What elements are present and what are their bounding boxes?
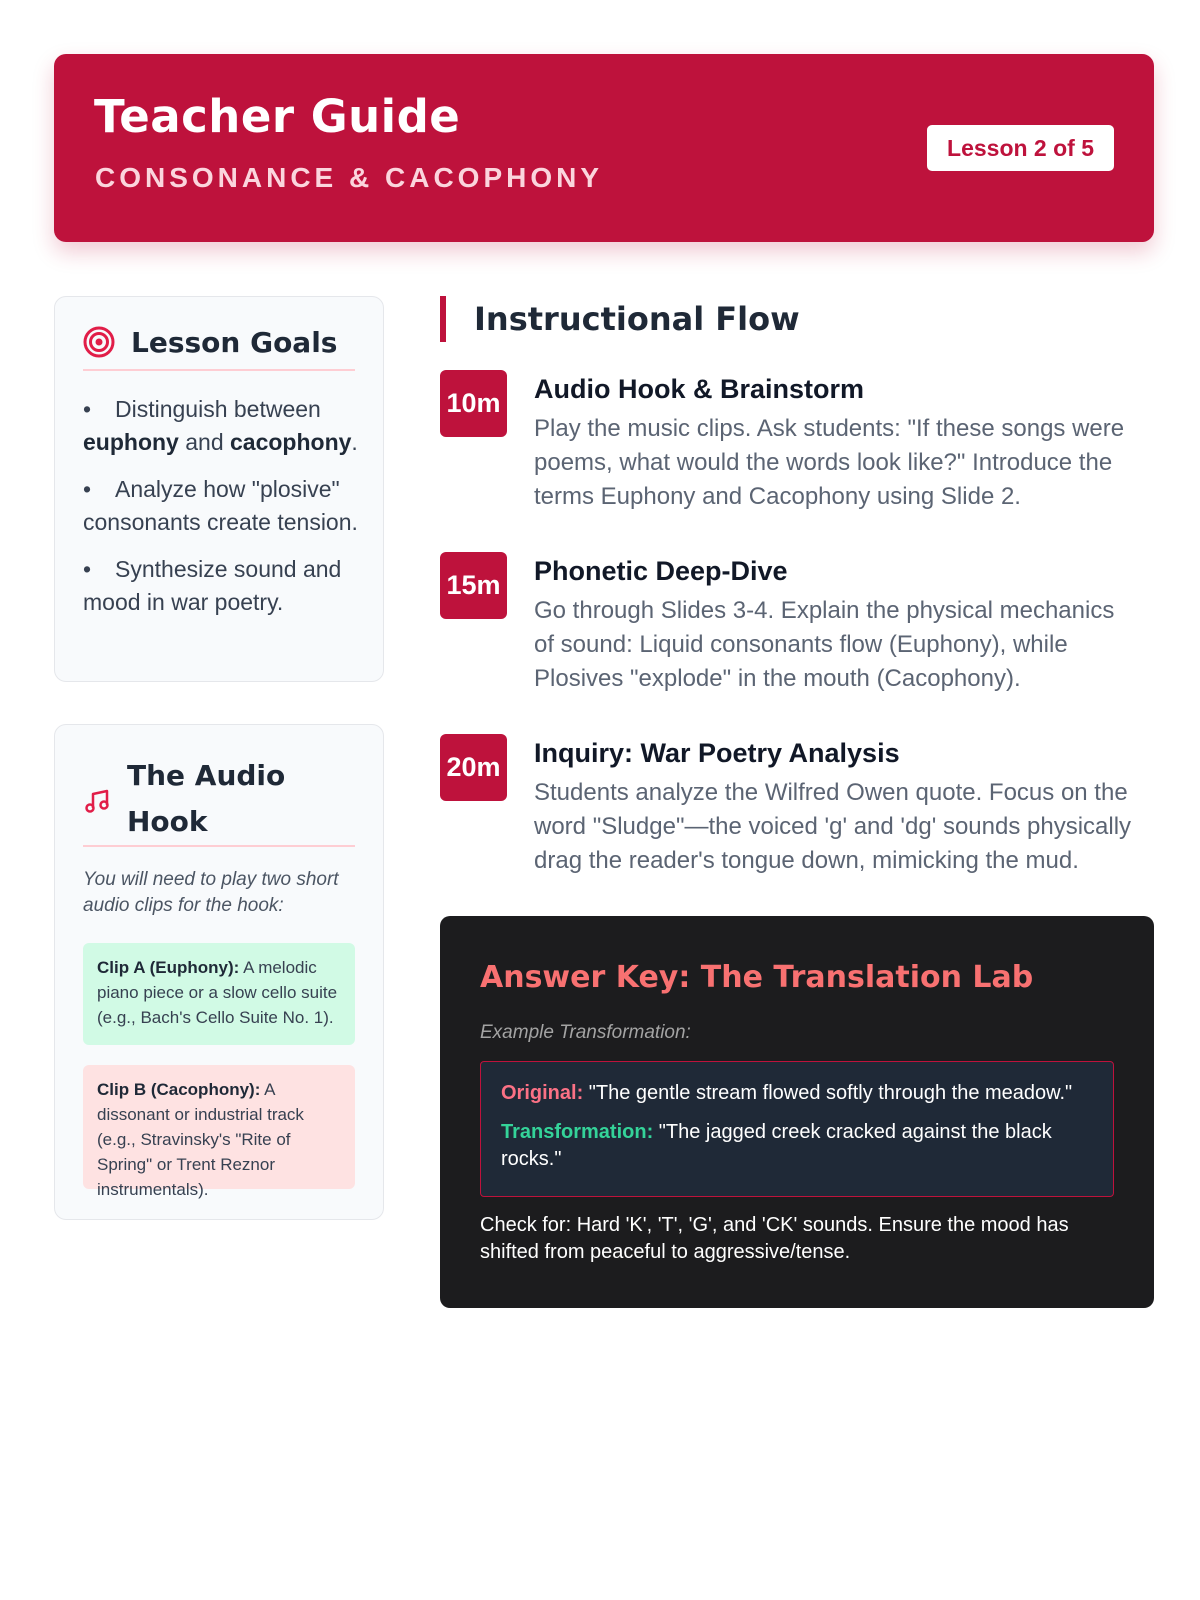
audio-hook-header	[83, 753, 355, 847]
example-label: Example Transformation:	[480, 1022, 691, 1043]
original-line	[501, 1080, 1093, 1107]
lesson-goals-header	[83, 327, 355, 371]
lesson-badge: Lesson 2 of 5	[927, 125, 1114, 171]
step-description: Go through Slides 3-4. Explain the physical mechanics of sound: Liquid consonants flow (Euphony), while Plosives "explode" in the mouth (Cacophony).	[534, 597, 1115, 692]
lesson-goals-title: Lesson Goals	[131, 325, 338, 359]
answer-key-panel	[440, 916, 1154, 1308]
clip-b-text: A dissonant or industrial track (e.g., Stravinsky's "Rite of Spring" or Trent Reznor instrumentals).	[97, 1080, 304, 1199]
transformation-text: "The jagged creek cracked against the black rocks."	[501, 1121, 1052, 1170]
step-duration-badge: 20m	[440, 734, 507, 801]
clip-b-label: Clip B (Cacophony):	[97, 1080, 261, 1099]
transformation-line	[501, 1119, 1093, 1173]
step-duration-badge: 15m	[440, 552, 507, 619]
lesson-goals-card	[54, 296, 384, 682]
clip-a-card	[83, 943, 355, 1045]
step-duration-badge: 10m	[440, 370, 507, 437]
step-heading: Phonetic Deep-Dive	[534, 556, 788, 586]
audio-hook-title: The Audio Hook	[127, 759, 286, 838]
answer-key-title: Answer Key: The Translation Lab	[480, 960, 1034, 995]
goal-item: • Analyze how "plosive" consonants create tension.	[83, 473, 359, 539]
page-title: Teacher Guide	[94, 90, 461, 143]
audio-hook-intro: You will need to play two short audio clips for the hook:	[83, 869, 339, 916]
target-icon	[83, 326, 115, 358]
music-note-icon	[83, 787, 111, 815]
check-for-note: Check for: Hard 'K', 'T', 'G', and 'CK' sounds. Ensure the mood has shifted from peaceful to aggressive/tense.	[480, 1214, 1069, 1263]
page-subtitle: CONSONANCE & CACOPHONY	[95, 162, 604, 193]
step-heading: Audio Hook & Brainstorm	[534, 374, 865, 404]
step-description: Students analyze the Wilfred Owen quote. Focus on the word "Sludge"—the voiced 'g' and 'dg' sounds physically drag the reader's tongue down, mimicking the mud.	[534, 779, 1132, 874]
original-label: Original:	[501, 1082, 584, 1104]
clip-a-label: Clip A (Euphony):	[97, 958, 240, 977]
instructional-flow-header	[440, 296, 940, 342]
step-description: Play the music clips. Ask students: "If these songs were poems, what would the words look like?" Introduce the terms Euphony and Cacophony using Slide 2.	[534, 415, 1125, 510]
clip-b-card	[83, 1065, 355, 1199]
header-banner	[54, 54, 1154, 242]
goal-list	[83, 393, 359, 633]
goal-item: • Distinguish between euphony and cacophony.	[83, 393, 359, 459]
audio-hook-card	[54, 724, 384, 1220]
transformation-label: Transformation:	[501, 1121, 654, 1143]
original-text: "The gentle stream flowed softly through the meadow."	[583, 1082, 1073, 1104]
instructional-flow-title: Instructional Flow	[474, 300, 800, 338]
transformation-box	[480, 1061, 1114, 1197]
clip-a-text: A melodic piano piece or a slow cello suite (e.g., Bach's Cello Suite No. 1).	[97, 958, 338, 1027]
goal-item: • Synthesize sound and mood in war poetry.	[83, 553, 359, 619]
step-heading: Inquiry: War Poetry Analysis	[534, 738, 900, 768]
